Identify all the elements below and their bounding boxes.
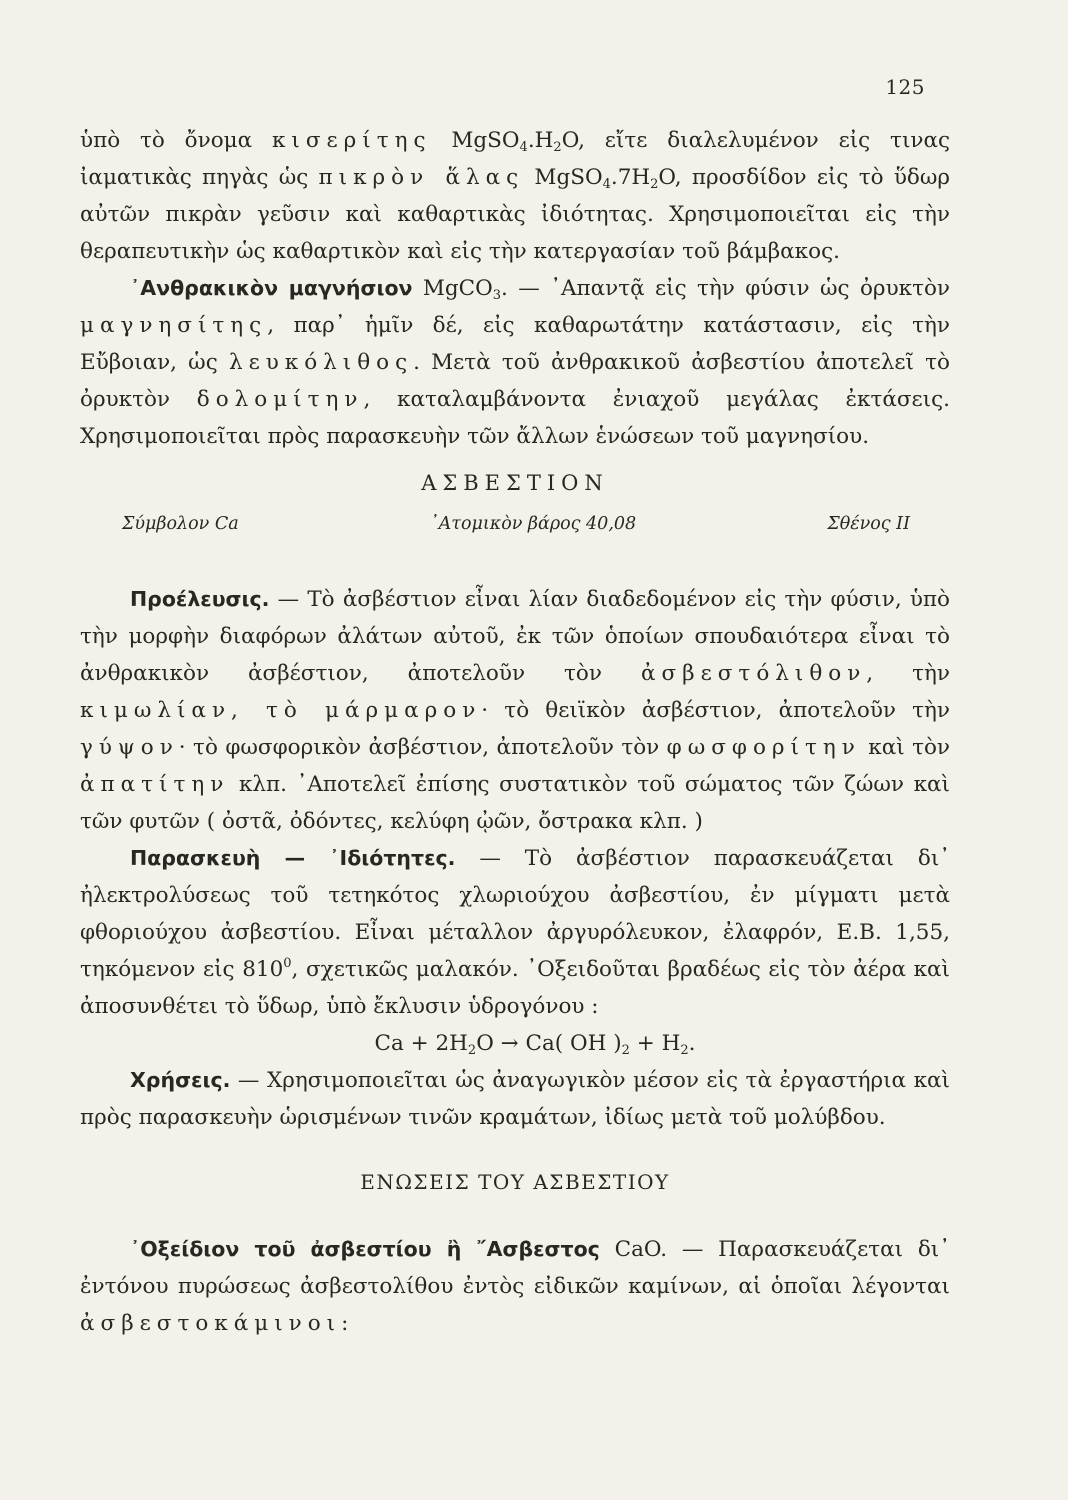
section-title-calcium: ΑΣΒΕΣΤΙΟΝ — [421, 471, 609, 495]
term-asvestolithos: ἀσβεστόλιθον — [640, 661, 867, 686]
atomic-weight: ᾿Ατομικὸν βάρος 40,08 — [429, 514, 637, 534]
chemical-equation: $Ca + 2H_2O \to Ca$( OH )$_2 + H_2$. — [374, 1031, 696, 1058]
section-title-compounds: ΕΝΩΣΕΙΣ ΤΟΥ ΑΣΒΕΣΤΙΟΥ — [360, 1170, 670, 1194]
term-asvestokaminoi: ἀσβεστοκάμινοι — [80, 1311, 342, 1336]
heading-proeleusis: Προέλευσις. — [130, 587, 270, 611]
page-body — [80, 122, 950, 1342]
paragraph-magnesium-carbonate: ᾿Ανθρακικὸν μαγνήσιον MgCO$_3$. — ᾿Απαντᾷ εἰς τὴν φύσιν ὡς ὀρυκτὸν μαγνησίτης, παρ᾿ ἡμῖν δέ, εἰς καθαρωτάτην κατάστασιν, εἰς τὴν Εὔβοιαν, ὡς λευκόλιθος. Μετὰ τοῦ ἀνθρακικοῦ ἀσβεστίου ἀποτελεῖ τὸ ὀρυκτὸν δολομίτην, καταλαμβάνοντα ἐνιαχοῦ μεγάλας ἐκτάσεις. Χρησιμοποιεῖται πρὸς παρασκευὴν τῶν ἄλλων ἑνώσεων τοῦ μαγνησίου. — [80, 276, 950, 449]
term-kimolia: κιμωλίαν, τὸ μάρμαρον — [80, 698, 482, 723]
term-dolomitis: δολομίτην — [196, 387, 364, 412]
heading-paraskevi: Παρασκευὴ — ᾿Ιδιότητες. — [130, 846, 456, 870]
paragraph-magnesium-sulfate: ὑπὸ τὸ ὄνομα κισερίτης $MgSO_4.H_2O$, εἴτε διαλελυμένον εἰς τινας ἰαματικὰς πηγὰς ὡς πικρὸν ἅλας $MgSO_4.7H_2O$, προσδίδον εἰς τὸ ὕδωρ αὐτῶν πικρὰν γεῦσιν καὶ καθαρτικὰς ἰδιότητας. Χρησιμοποιεῖται εἰς τὴν θεραπευτικὴν ὡς καθαρτικὸν καὶ εἰς τὴν κατεργασίαν τοῦ βάμβακος. — [80, 128, 951, 264]
term-pikron-alas: πικρὸν ἅλας — [318, 165, 525, 190]
paragraph-xriseis: Χρήσεις. — Χρησιμοποιεῖται ὡς ἀναγωγικὸν μέσον εἰς τὰ ἐργαστήρια καὶ πρὸς παρασκευὴν ὡρισμένων τινῶν κραμάτων, ἰδίως μετὰ τοῦ μολύβδου. — [80, 1068, 950, 1130]
heading-oxeidion: ᾿Οξείδιον τοῦ ἀσβεστίου ἢ ῎Ασβεστος — [130, 1237, 600, 1261]
page-number: 125 — [885, 75, 925, 99]
term-magnisitis: μαγνησίτης — [80, 313, 268, 338]
paragraph-paraskevi: Παρασκευὴ — ᾿Ιδιότητες. — Τὸ ἀσβέστιον παρασκευάζεται δι᾿ ἠλεκτρολύσεως τοῦ τετηκότος χλωριούχου ἀσβεστίου, ἐν μίγματι μετὰ φθοριούχου ἀσβεστίου. Εἶναι μέταλλον ἀργυρόλευκον, ἐλαφρόν, Ε.Β. 1,55, τηκόμενον εἰς $810^0$, σχετικῶς μαλακόν. ᾿Οξειδοῦται βραδέως εἰς τὸν ἀέρα καὶ ἀποσυνθέτει τὸ ὕδωρ, ὑπὸ ἔκλυσιν ὑδρογόνου : — [80, 846, 951, 1019]
element-info-line — [80, 506, 950, 543]
term-lefkolithos: λευκόλιθος — [228, 350, 414, 375]
term-kiseritis: κισερίτης — [271, 128, 432, 153]
term-fosforitis: φωσφορίτην — [666, 735, 861, 760]
heading-xriseis: Χρήσεις. — [130, 1068, 231, 1092]
element-symbol: Σύμβολον Ca — [122, 514, 239, 534]
term-apatitis: ἀπατίτην — [80, 772, 230, 797]
heading-anthrakikon: ᾿Ανθρακικὸν μαγνήσιον — [130, 276, 413, 300]
term-gypsos: γύψον — [80, 735, 179, 760]
paragraph-oxeidion: ᾿Οξείδιον τοῦ ἀσβεστίου ἢ ῎Ασβεστος CaO. — Παρασκευάζεται δι᾿ ἐντόνου πυρώσεως ἀσβεστολίθου ἐντὸς εἰδικῶν καμίνων, αἱ ὁποῖαι λέγονται ἀσβεστοκάμινοι: — [80, 1237, 950, 1336]
paragraph-proeleusis: Προέλευσις. — Τὸ ἀσβέστιον εἶναι λίαν διαδεδομένον εἰς τὴν φύσιν, ὑπὸ τὴν μορφὴν διαφόρων ἀλάτων αὐτοῦ, ἐκ τῶν ὁποίων σπουδαιότερα εἶναι τὸ ἀνθρακικὸν ἀσβέστιον, ἀποτελοῦν τὸν ἀσβεστόλιθον, τὴν κιμωλίαν, τὸ μάρμαρον· τὸ θειϊκὸν ἀσβέστιον, ἀποτελοῦν τὴν γύψον· τὸ φωσφορικὸν ἀσβέστιον, ἀποτελοῦν τὸν φωσφορίτην καὶ τὸν ἀπατίτην κλπ. ᾿Αποτελεῖ ἐπίσης συστατικὸν τοῦ σώματος τῶν ζώων καὶ τῶν φυτῶν ( ὀστᾶ, ὀδόντες, κελύφη ᾠῶν, ὄστρακα κλπ. ) — [80, 587, 950, 834]
valence: Σθένος II — [827, 514, 910, 534]
